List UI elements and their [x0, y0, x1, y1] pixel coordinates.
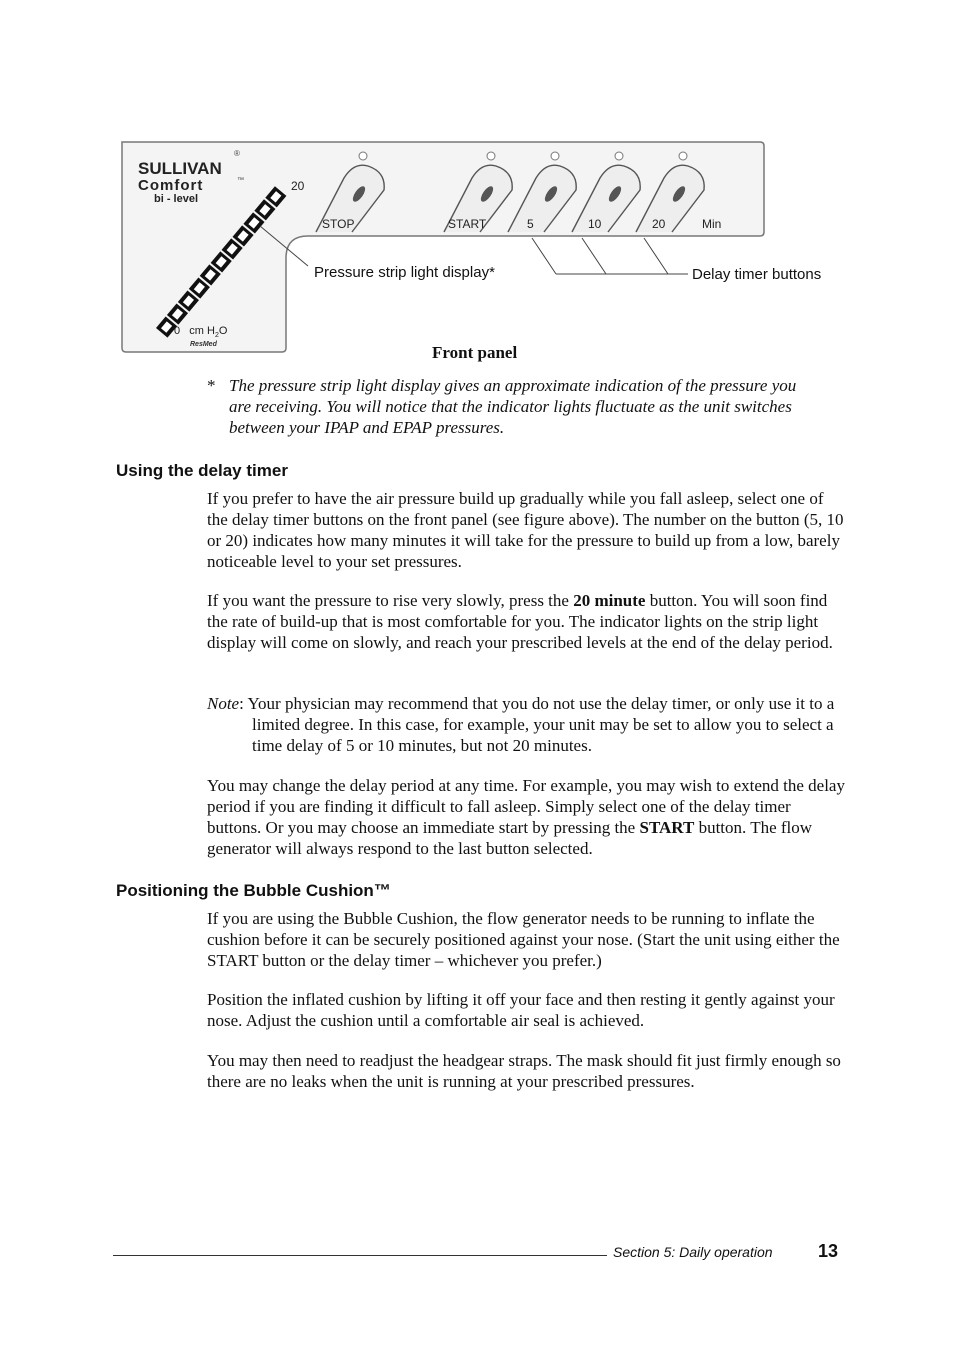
- indicator-led: [551, 152, 559, 160]
- brand-variant: bi - level: [154, 193, 199, 205]
- paragraph-cushion-2: Position the inflated cushion by lifting it off your face and then resting it gently against your nose. Adjust the cushion until a comfortable air seal is achieved.: [207, 990, 835, 1030]
- paragraph-delay-2: If you want the pressure to rise very slowly, press the 20 minute button. You will soon find the rate of build-up that is most comfortable for you. The indicator lights on the strip light display will come on slowly, and reach your prescribed levels at the end of the delay period.: [207, 591, 833, 652]
- button-label: START: [448, 217, 487, 231]
- footnote: [207, 375, 807, 438]
- callout-delay-line-20: [644, 238, 668, 274]
- button-label: Min: [702, 217, 722, 231]
- page-number: 13: [818, 1241, 839, 1261]
- note-delay: [207, 693, 847, 756]
- paragraph-cushion-3: You may then need to readjust the headgear straps. The mask should fit just firmly enough so there are no leaks when the unit is running at your prescribed pressures.: [207, 1051, 841, 1091]
- indicator-led: [487, 152, 495, 160]
- footnote-text: The pressure strip light display gives an approximate indication of the pressure you are receiving. You will notice that the indicator lights fluctuate as the unit switches between your IPAP and EPAP pressures.: [229, 376, 797, 437]
- callout-delay-label: Delay timer buttons: [692, 266, 822, 283]
- indicator-led: [679, 152, 687, 160]
- maker-logo: ResMed: [190, 341, 217, 348]
- indicator-led: [615, 152, 623, 160]
- brand-model: Comfort: [138, 177, 204, 194]
- button-label: 10: [588, 217, 602, 231]
- footer-section-title: Section 5: Daily operation: [613, 1244, 773, 1260]
- brand-name: SULLIVAN: [138, 159, 222, 178]
- note-text: : Your physician may recommend that you do not use the delay timer, or only use it to a limited degree. In this case, for example, your unit may be set to allow you to select a time delay of 5 or 10 minutes, but not 20 minutes.: [239, 694, 835, 755]
- brand-registered: ®: [234, 149, 240, 158]
- heading-bubble-cushion: Positioning the Bubble Cushion™: [116, 881, 391, 900]
- paragraph-delay-1: If you prefer to have the air pressure build up gradually while you fall asleep, select one of the delay timer buttons on the front panel (see figure above). The number on the button (5, 10 or 20) indicates how many minutes it will take for the pressure to build up from a low, barely noticeable level to your set pressures.: [207, 489, 844, 571]
- footer-rule: [113, 1255, 607, 1256]
- paragraph-delay-3: You may change the delay period at any time. For example, you may wish to extend the delay period if you are finding it difficult to fall asleep. Simply select one of the delay timer buttons. Or you may choose an immediate start by pressing the START button. The flow generator will always respond to the last button selected.: [207, 776, 845, 858]
- scale-bottom-label: 0 cm $H_2O$: [174, 325, 228, 339]
- callout-delay-line-10: [582, 238, 606, 274]
- button-label: 20: [652, 217, 666, 231]
- note-label: Note: [207, 694, 240, 713]
- paragraph-cushion-1: If you are using the Bubble Cushion, the flow generator needs to be running to inflate the cushion before it can be securely positioned against your nose. (Start the unit using either the START button or the delay timer – whichever you prefer.): [207, 909, 840, 970]
- front-panel-figure: [110, 138, 850, 360]
- scale-top-label: 20: [291, 179, 305, 193]
- button-label: 5: [527, 217, 534, 231]
- button-label: STOP: [322, 217, 355, 231]
- callout-delay-line-5: [532, 238, 556, 274]
- heading-delay-timer: Using the delay timer: [116, 461, 288, 480]
- footnote-marker: *: [207, 376, 216, 395]
- callout-strip-label: Pressure strip light display*: [314, 264, 495, 281]
- brand-tm: ™: [237, 177, 244, 184]
- figure-caption: Front panel: [432, 343, 518, 362]
- indicator-led: [359, 152, 367, 160]
